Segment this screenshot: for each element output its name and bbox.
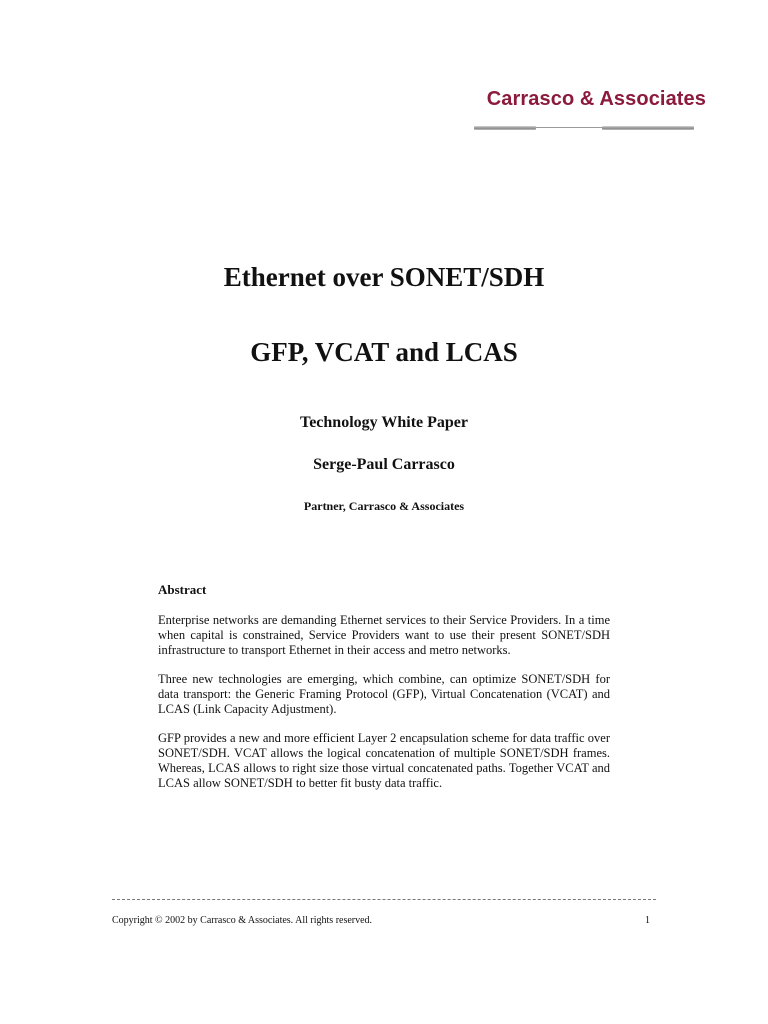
abstract-paragraph: Enterprise networks are demanding Ethernet services to their Service Providers. In a time when capital is constrained, Service Providers want to use their present SONET/SDH infrastructure to transport Ethernet in their access and metro networks. <box>158 613 610 657</box>
brand-underline-left-bar <box>474 126 536 130</box>
brand-underline <box>474 126 694 131</box>
brand-underline-thin-line <box>536 127 602 128</box>
document-title: Ethernet over SONET/SDH <box>223 262 545 292</box>
company-brand: Carrasco & Associates <box>486 88 706 110</box>
abstract-paragraph: GFP provides a new and more efficient Layer 2 encapsulation scheme for data traffic over SONET/SDH. VCAT allows the logical concatenation of multiple SONET/SDH frames. Whereas, LCAS allows to right size those virtual concatenated paths. Together VCAT and LCAS allow SONET/SDH to better fit busty data traffic. <box>158 731 610 790</box>
document-subtitle-topics: GFP, VCAT and LCAS <box>250 337 518 367</box>
author-affiliation: Partner, Carrasco & Associates <box>303 499 465 513</box>
footer-copyright: Copyright © 2002 by Carrasco & Associates. All rights reserved. <box>112 915 373 926</box>
brand-underline-right-bar <box>602 126 694 130</box>
author-name: Serge-Paul Carrasco <box>313 456 455 473</box>
document-type: Technology White Paper <box>299 414 468 431</box>
page-number: 1 <box>645 915 650 926</box>
abstract-body <box>158 613 610 805</box>
abstract-heading: Abstract <box>158 582 207 597</box>
footer-divider <box>112 899 656 900</box>
abstract-paragraph: Three new technologies are emerging, which combine, can optimize SONET/SDH for data transport: the Generic Framing Protocol (GFP), Virtual Concatenation (VCAT) and LCAS (Link Capacity Adjustment). <box>158 672 610 716</box>
